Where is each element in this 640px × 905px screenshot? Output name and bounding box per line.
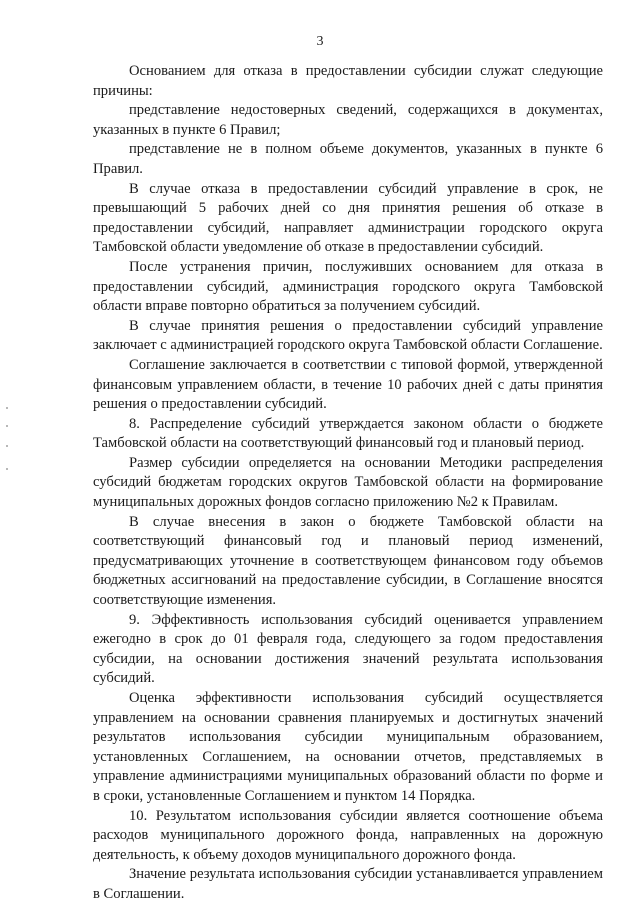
paragraph-refusal-notice: В случае отказа в предоставлении субсидий управление в срок, не превышающий 5 рабочих дней со дня принятия решения об отказе в предоставлении субсидий, направляет администрации городского округа Тамбовской области уведомление об отказе в предоставлении субсидий. [93,180,603,256]
paragraph-agreement-form: Соглашение заключается в соответствии с типовой формой, утвержденной финансовым управлением области, в течение 10 рабочих дней с даты принятия решения о предоставлении субсидий. [93,356,603,413]
paragraph-item-8-distribution: 8. Распределение субсидий утверждается законом области о бюджете Тамбовской области на соответствующий финансовый год и плановый период. [93,415,603,452]
paragraph-agreement-decision: В случае принятия решения о предоставлении субсидий управление заключает с администрацией городского округа Тамбовской области Соглашение. [93,317,603,354]
paragraph-refusal-reason-2: представление не в полном объеме документов, указанных в пункте 6 Правил. [93,141,603,177]
paragraph-refusal-reason-1: представление недостоверных сведений, содержащихся в документах, указанных в пункте 6 Правил; [93,102,603,138]
scan-mark [6,425,8,427]
scan-mark [6,407,8,409]
scan-mark [6,445,8,447]
paragraph-reapply: После устранения причин, послуживших основанием для отказа в предоставлении субсидий, администрация городского округа Тамбовской области вправе повторно обратиться за получением субсидий. [93,258,603,315]
paragraph-subsidy-amount: Размер субсидии определяется на основании Методики распределения субсидий бюджетам городских округов Тамбовской области на формирование муниципальных дорожных фондов согласно приложению №2 к Правилам. [93,454,603,511]
paragraph-item-10-result: 10. Результатом использования субсидии является соотношение объема расходов муниципального дорожного фонда, направленных на дорожную деятельность, к объему доходов муниципального дорожного фонда. [93,807,603,863]
paragraph-result-value: Значение результата использования субсидии устанавливается управлением в Соглашении. [93,866,603,902]
paragraph-item-9-efficiency: 9. Эффективность использования субсидий оценивается управлением ежегодно в срок до 01 февраля года, следующего за годом предоставления субсидии, на основании достижения значений результата использования субсидий. [93,611,603,687]
page-number: 3 [316,34,324,49]
paragraph-budget-changes: В случае внесения в закон о бюджете Тамбовской области на соответствующий финансовый год и плановый период изменений, предусматривающих уточнение в соответствующем финансовом году объемов бюджетных ассигнований на предоставление субсидии, в Соглашение вносятся соответствующие изменения. [93,513,603,609]
paragraph-efficiency-assessment: Оценка эффективности использования субсидий осуществляется управлением на основании сравнения планируемых и достигнутых значений результатов использования субсидии муниципальным образованием, установленных Соглашением, на основании отчетов, представляемых в управление администрациями муниципальных образований области по форме и в сроки, установленные Соглашением и пунктом 14 Порядка. [93,690,603,804]
document-body [93,62,603,905]
paragraph-refusal-grounds: Основанием для отказа в предоставлении субсидии служат следующие причины: [93,63,603,99]
scan-mark [6,468,8,470]
